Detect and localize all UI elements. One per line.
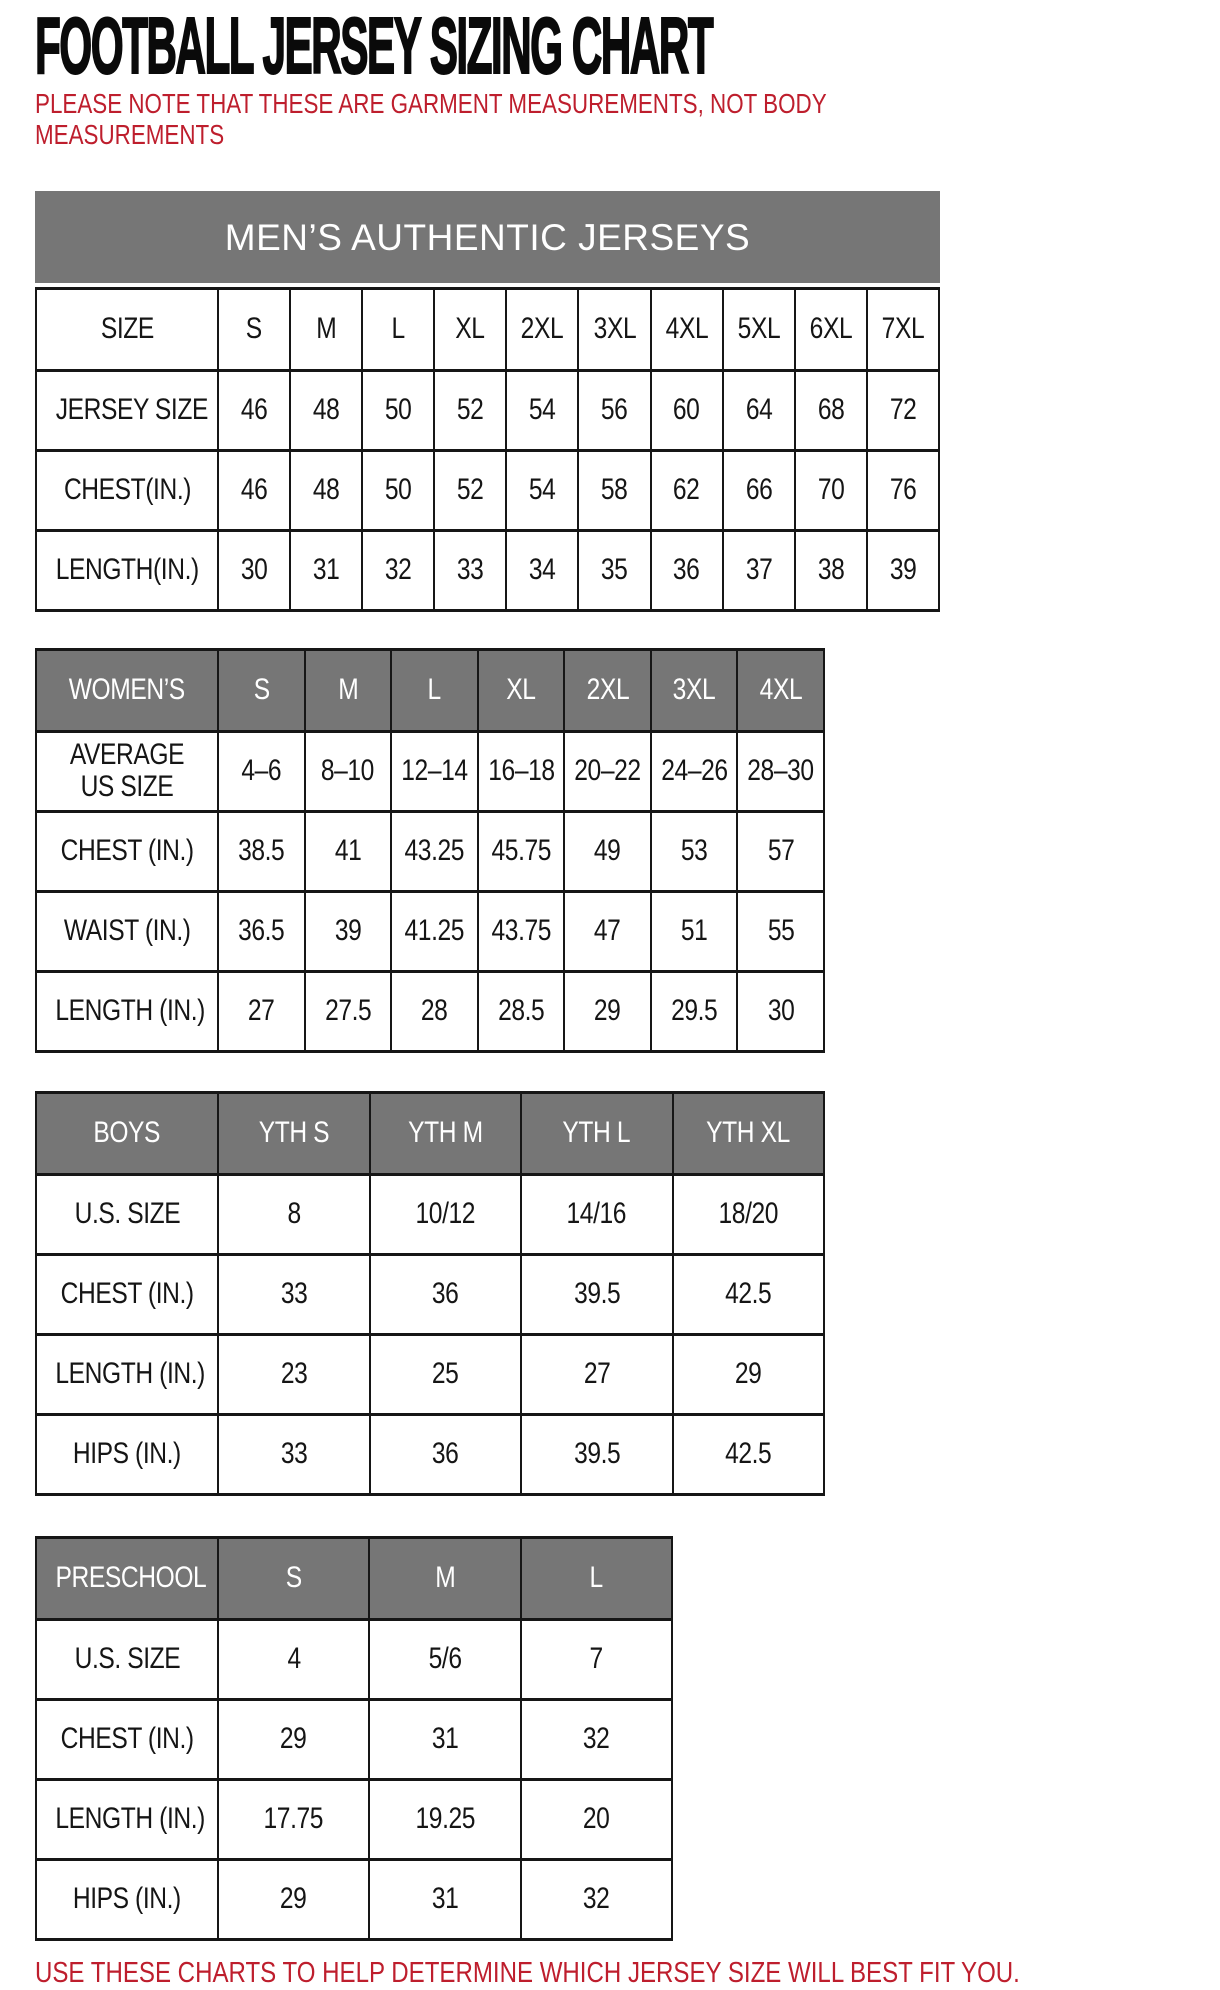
cell-text: CHEST (IN.) xyxy=(60,834,194,868)
cell-text: U.S. SIZE xyxy=(74,1197,180,1231)
table-corner-header xyxy=(36,649,218,731)
table-cell xyxy=(521,1699,672,1779)
column-header xyxy=(218,1092,370,1174)
cell-text: CHEST (IN.) xyxy=(60,1277,194,1311)
row-label xyxy=(36,1779,218,1859)
table-cell xyxy=(305,891,392,971)
cell-text: 54 xyxy=(529,473,556,507)
table-cell xyxy=(370,1254,522,1334)
column-header xyxy=(391,649,478,731)
table-cell xyxy=(218,1254,370,1334)
cell-text: 10/12 xyxy=(415,1197,475,1231)
table-row xyxy=(36,530,939,610)
cell-text: 46 xyxy=(240,473,268,507)
table-cell xyxy=(290,450,362,530)
column-header xyxy=(521,1092,673,1174)
cell-text: 48 xyxy=(312,473,340,507)
header-row xyxy=(36,649,824,731)
cell-text: JERSEY SIZE xyxy=(55,393,208,427)
cell-text: CHEST (IN.) xyxy=(60,1722,194,1756)
cell-text: 30 xyxy=(240,553,268,587)
cell-text: HIPS (IN.) xyxy=(73,1437,181,1471)
table-cell xyxy=(651,731,738,811)
cell-text: 5/6 xyxy=(428,1642,462,1676)
cell-text: 33 xyxy=(280,1277,308,1311)
cell-text: 39.5 xyxy=(573,1437,620,1471)
cell-text: 32 xyxy=(384,553,412,587)
cell-text: 12–14 xyxy=(401,754,468,788)
cell-text: SIZE xyxy=(100,312,154,346)
cell-text: 20–22 xyxy=(574,754,641,788)
header-row xyxy=(36,1092,824,1174)
column-header xyxy=(737,649,824,731)
column-header xyxy=(673,1092,825,1174)
cell-text: 28 xyxy=(421,994,448,1028)
column-header xyxy=(305,649,392,731)
row-label xyxy=(36,530,218,610)
table-cell xyxy=(370,1174,522,1254)
table-cell xyxy=(506,370,578,450)
table-cell xyxy=(391,971,478,1051)
table-cell xyxy=(305,971,392,1051)
cell-text: 58 xyxy=(601,473,628,507)
cell-text: 30 xyxy=(767,994,794,1028)
table-row xyxy=(36,1334,824,1414)
table-cell xyxy=(737,731,824,811)
table-cell xyxy=(651,450,723,530)
cell-text: 28.5 xyxy=(497,994,545,1028)
cell-text: BOYS xyxy=(93,1116,161,1150)
table-cell xyxy=(521,1859,672,1939)
table-cell xyxy=(305,811,392,891)
table-cell xyxy=(218,1699,369,1779)
row-label xyxy=(36,370,218,450)
cell-text: YTH XL xyxy=(706,1116,791,1150)
row-label xyxy=(36,1699,218,1779)
cell-text: 27 xyxy=(248,994,275,1028)
row-label xyxy=(36,1859,218,1939)
table-cell xyxy=(362,530,434,610)
table-cell xyxy=(391,731,478,811)
table-cell xyxy=(218,450,290,530)
mens-table-title-bar xyxy=(35,191,940,283)
row-label xyxy=(36,731,218,811)
table-cell xyxy=(564,971,651,1051)
cell-text: XL xyxy=(455,312,485,346)
table-cell xyxy=(391,811,478,891)
cell-text: L xyxy=(589,1561,603,1595)
table-cell xyxy=(521,1414,673,1494)
cell-text: M xyxy=(337,673,358,707)
cell-text: 4XL xyxy=(759,673,802,707)
table-cell xyxy=(673,1174,825,1254)
table-cell xyxy=(673,1414,825,1494)
column-header xyxy=(218,649,305,731)
cell-text: 70 xyxy=(817,473,845,507)
table-cell xyxy=(651,530,723,610)
table-cell xyxy=(369,1859,520,1939)
column-header xyxy=(651,649,738,731)
column-header xyxy=(434,288,506,370)
cell-text: 42.5 xyxy=(725,1437,772,1471)
cell-text: 46 xyxy=(240,393,268,427)
cell-text: 36 xyxy=(431,1277,459,1311)
row-label xyxy=(36,450,218,530)
table-cell xyxy=(578,530,650,610)
cell-text: 38 xyxy=(817,553,845,587)
column-header xyxy=(218,288,290,370)
column-header xyxy=(795,288,867,370)
garment-note-text: PLEASE NOTE THAT THESE ARE GARMENT MEASUREMENTS, NOT BODY MEASUREMENTS xyxy=(35,88,827,151)
cell-text: 20 xyxy=(583,1802,610,1836)
table-cell xyxy=(521,1779,672,1859)
cell-text: 39 xyxy=(334,914,362,948)
header-row xyxy=(36,288,939,370)
cell-text: 29 xyxy=(280,1722,307,1756)
cell-text: S xyxy=(285,1561,302,1595)
table-cell xyxy=(218,1859,369,1939)
row-label xyxy=(36,891,218,971)
cell-text: LENGTH(IN.) xyxy=(55,553,199,587)
table-cell xyxy=(564,891,651,971)
cell-text: PRESCHOOL xyxy=(55,1561,207,1595)
boys-sizing-table xyxy=(35,1091,825,1496)
cell-text: 34 xyxy=(529,553,556,587)
table-row xyxy=(36,731,824,811)
cell-text: WOMEN’S xyxy=(68,673,186,707)
table-corner-header xyxy=(36,1537,218,1619)
table-cell xyxy=(578,450,650,530)
table-row xyxy=(36,811,824,891)
table-row xyxy=(36,1174,824,1254)
cell-text: 2XL xyxy=(586,673,629,707)
table-cell xyxy=(218,811,305,891)
cell-text: 43.25 xyxy=(404,834,465,868)
table-cell xyxy=(795,450,867,530)
preschool-sizing-table xyxy=(35,1536,673,1941)
cell-text: S xyxy=(246,312,263,346)
cell-text: YTH L xyxy=(562,1116,631,1150)
cell-text: 52 xyxy=(457,473,484,507)
table-row xyxy=(36,1699,672,1779)
cell-text: 29.5 xyxy=(670,994,718,1028)
table-cell xyxy=(218,530,290,610)
table-cell xyxy=(362,370,434,450)
table-cell xyxy=(521,1174,673,1254)
table-cell xyxy=(478,971,565,1051)
cell-text: 32 xyxy=(583,1722,610,1756)
column-header xyxy=(218,1537,369,1619)
cell-text: 51 xyxy=(680,914,708,948)
table-cell xyxy=(651,891,738,971)
table-cell xyxy=(218,370,290,450)
cell-text: AVERAGE US SIZE xyxy=(69,737,185,803)
table-cell xyxy=(867,370,939,450)
table-cell xyxy=(564,811,651,891)
table-cell xyxy=(305,731,392,811)
table-cell xyxy=(434,530,506,610)
table-row xyxy=(36,1254,824,1334)
column-header xyxy=(564,649,651,731)
row-label xyxy=(36,1619,218,1699)
cell-text: YTH M xyxy=(408,1116,483,1150)
cell-text: 60 xyxy=(673,393,700,427)
cell-text: 68 xyxy=(817,393,845,427)
row-label xyxy=(36,1414,218,1494)
cell-text: 27.5 xyxy=(324,994,371,1028)
cell-text: 8–10 xyxy=(321,754,375,788)
column-header xyxy=(578,288,650,370)
cell-text: 7XL xyxy=(881,312,925,346)
mens-table-title: MEN’S AUTHENTIC JERSEYS xyxy=(224,216,751,258)
cell-text: L xyxy=(427,673,442,707)
row-label xyxy=(36,1334,218,1414)
cell-text: 5XL xyxy=(737,312,780,346)
cell-text: 29 xyxy=(594,994,621,1028)
cell-text: 57 xyxy=(767,834,794,868)
table-cell xyxy=(867,530,939,610)
table-cell xyxy=(737,811,824,891)
cell-text: LENGTH (IN.) xyxy=(55,994,205,1028)
table-row xyxy=(36,1619,672,1699)
column-header xyxy=(290,288,362,370)
page-title xyxy=(35,1,1185,90)
cell-text: 39.5 xyxy=(573,1277,620,1311)
cell-text: 41 xyxy=(334,834,362,868)
table-cell xyxy=(564,731,651,811)
cell-text: M xyxy=(434,1561,456,1595)
row-label xyxy=(36,1174,218,1254)
cell-text: 25 xyxy=(431,1357,459,1391)
table-cell xyxy=(651,971,738,1051)
cell-text: 43.75 xyxy=(491,914,551,948)
table-cell xyxy=(370,1334,522,1414)
footer-note-text: USE THESE CHARTS TO HELP DETERMINE WHICH JERSEY SIZE WILL BEST FIT YOU. xyxy=(35,1956,1020,1989)
table-cell xyxy=(578,370,650,450)
cell-text: 23 xyxy=(280,1357,308,1391)
cell-text: 31 xyxy=(431,1722,459,1756)
cell-text: HIPS (IN.) xyxy=(73,1882,181,1916)
sizing-chart-page xyxy=(35,1,1185,1990)
table-corner-header xyxy=(36,1092,218,1174)
table-cell xyxy=(673,1334,825,1414)
column-header xyxy=(723,288,795,370)
cell-text: 53 xyxy=(680,834,708,868)
table-cell xyxy=(218,1779,369,1859)
cell-text: 6XL xyxy=(809,312,853,346)
table-cell xyxy=(218,891,305,971)
table-cell xyxy=(218,1334,370,1414)
table-row xyxy=(36,1779,672,1859)
column-header xyxy=(651,288,723,370)
cell-text: 50 xyxy=(384,473,412,507)
column-header xyxy=(478,649,565,731)
cell-text: 56 xyxy=(601,393,628,427)
table-cell xyxy=(369,1619,520,1699)
table-cell xyxy=(369,1779,520,1859)
table-cell xyxy=(521,1254,673,1334)
row-label xyxy=(36,811,218,891)
table-cell xyxy=(218,731,305,811)
column-header xyxy=(369,1537,520,1619)
cell-text: 17.75 xyxy=(263,1802,324,1836)
cell-text: 72 xyxy=(889,393,917,427)
cell-text: 49 xyxy=(594,834,621,868)
cell-text: 16–18 xyxy=(487,754,555,788)
table-cell xyxy=(795,530,867,610)
table-cell xyxy=(478,891,565,971)
cell-text: 29 xyxy=(280,1882,307,1916)
table-cell xyxy=(737,971,824,1051)
cell-text: 54 xyxy=(529,393,556,427)
cell-text: 3XL xyxy=(672,673,716,707)
table-cell xyxy=(434,450,506,530)
cell-text: 14/16 xyxy=(566,1197,627,1231)
cell-text: 4–6 xyxy=(241,754,282,788)
column-header xyxy=(370,1092,522,1174)
cell-text: LENGTH (IN.) xyxy=(55,1357,205,1391)
column-header xyxy=(506,288,578,370)
cell-text: 31 xyxy=(312,553,340,587)
cell-text: 8 xyxy=(287,1197,301,1231)
table-cell xyxy=(506,450,578,530)
cell-text: 47 xyxy=(594,914,621,948)
table-cell xyxy=(218,1414,370,1494)
table-row xyxy=(36,450,939,530)
table-cell xyxy=(723,450,795,530)
cell-text: 76 xyxy=(889,473,917,507)
cell-text: 18/20 xyxy=(718,1197,778,1231)
table-row xyxy=(36,971,824,1051)
cell-text: 41.25 xyxy=(404,914,465,948)
cell-text: 39 xyxy=(889,553,917,587)
cell-text: 52 xyxy=(457,393,484,427)
footer-note xyxy=(35,1957,1185,1990)
cell-text: CHEST(IN.) xyxy=(63,473,191,507)
header-row xyxy=(36,1537,672,1619)
cell-text: 50 xyxy=(384,393,412,427)
cell-text: 33 xyxy=(280,1437,308,1471)
cell-text: 66 xyxy=(745,473,772,507)
table-cell xyxy=(521,1334,673,1414)
table-cell xyxy=(370,1414,522,1494)
cell-text: 37 xyxy=(745,553,772,587)
cell-text: 42.5 xyxy=(725,1277,772,1311)
table-cell xyxy=(290,530,362,610)
table-cell xyxy=(867,450,939,530)
cell-text: YTH S xyxy=(258,1116,329,1150)
table-row xyxy=(36,891,824,971)
table-cell xyxy=(673,1254,825,1334)
table-corner-header xyxy=(36,288,218,370)
cell-text: 4 xyxy=(287,1642,301,1676)
page-title-text: FOOTBALL JERSEY SIZING CHART xyxy=(35,1,713,90)
table-cell xyxy=(723,530,795,610)
table-cell xyxy=(369,1699,520,1779)
cell-text: 64 xyxy=(745,393,772,427)
cell-text: 36 xyxy=(673,553,700,587)
table-cell xyxy=(290,370,362,450)
mens-sizing-table xyxy=(35,287,940,612)
cell-text: 45.75 xyxy=(491,834,551,868)
cell-text: 32 xyxy=(583,1882,610,1916)
cell-text: 31 xyxy=(431,1882,459,1916)
cell-text: 2XL xyxy=(521,312,564,346)
garment-note xyxy=(35,88,1185,151)
cell-text: 36 xyxy=(431,1437,459,1471)
cell-text: 27 xyxy=(583,1357,611,1391)
row-label xyxy=(36,1254,218,1334)
table-cell xyxy=(391,891,478,971)
table-cell xyxy=(651,370,723,450)
column-header xyxy=(362,288,434,370)
table-cell xyxy=(218,971,305,1051)
table-cell xyxy=(478,811,565,891)
table-row xyxy=(36,1859,672,1939)
cell-text: L xyxy=(391,312,405,346)
table-cell xyxy=(723,370,795,450)
table-cell xyxy=(737,891,824,971)
table-cell xyxy=(362,450,434,530)
cell-text: S xyxy=(253,673,270,707)
cell-text: 7 xyxy=(589,1642,603,1676)
cell-text: WAIST (IN.) xyxy=(63,914,191,948)
cell-text: M xyxy=(316,312,337,346)
cell-text: XL xyxy=(506,673,536,707)
cell-text: 38.5 xyxy=(238,834,285,868)
table-cell xyxy=(434,370,506,450)
cell-text: 62 xyxy=(673,473,700,507)
cell-text: 19.25 xyxy=(415,1802,475,1836)
cell-text: 33 xyxy=(457,553,484,587)
cell-text: 3XL xyxy=(593,312,636,346)
cell-text: 28–30 xyxy=(747,754,815,788)
cell-text: 36.5 xyxy=(238,914,285,948)
table-cell xyxy=(218,1619,369,1699)
cell-text: LENGTH (IN.) xyxy=(55,1802,205,1836)
table-cell xyxy=(651,811,738,891)
womens-sizing-table xyxy=(35,648,825,1053)
row-label xyxy=(36,971,218,1051)
table-cell xyxy=(478,731,565,811)
cell-text: 29 xyxy=(734,1357,762,1391)
cell-text: 55 xyxy=(767,914,794,948)
table-row xyxy=(36,1414,824,1494)
cell-text: 24–26 xyxy=(661,754,728,788)
cell-text: 4XL xyxy=(665,312,708,346)
table-cell xyxy=(521,1619,672,1699)
column-header xyxy=(521,1537,672,1619)
cell-text: U.S. SIZE xyxy=(74,1642,180,1676)
cell-text: 48 xyxy=(312,393,340,427)
table-cell xyxy=(506,530,578,610)
table-row xyxy=(36,370,939,450)
table-cell xyxy=(795,370,867,450)
cell-text: 35 xyxy=(601,553,628,587)
table-cell xyxy=(218,1174,370,1254)
column-header xyxy=(867,288,939,370)
